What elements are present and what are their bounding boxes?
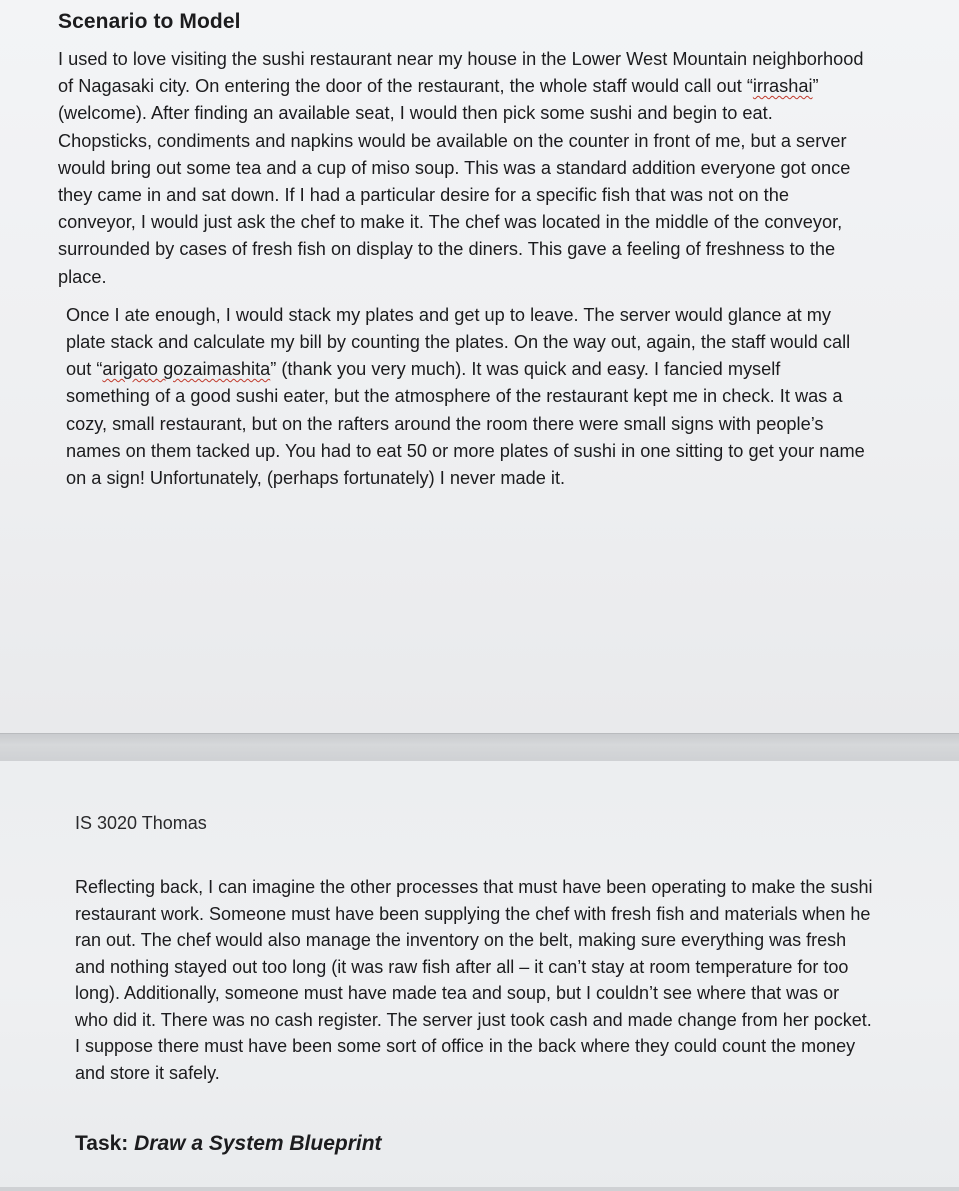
page-header: IS 3020 Thomas [75,813,207,833]
task-title: Draw a System Blueprint [134,1132,382,1155]
spellcheck-word-arigato: arigato gozaimashita [102,359,271,380]
page-bottom-edge [0,1187,959,1191]
spellcheck-word-irrashai: irrashai [752,76,813,97]
paragraph-2-text-start: Once I ate enough, I would stack my plates and get up to leave. The server would glance at my plate stack and calculate my bill by counting the plates. On the way out, again, the staff would call out “ [66,304,851,380]
scenario-heading: Scenario to Model [58,10,241,33]
scenario-paragraph-2 [58,302,869,492]
page-break [0,733,959,762]
reflection-paragraph: Reflecting back, I can imagine the other processes that must have been operating to make the sushi restaurant work. Someone must have been supplying the chef with fresh fish and materials when he ran out. The chef would also manage the inventory on the belt, making sure everything was fresh and nothing stayed out too long (it was raw fish after all – it can’t stay at room temperature for too long). Additionally, someone must have made tea and soup, but I couldn’t see where that was or who did it. There was no cash register. The server just took cash and made change from her pocket. I suppose there must have been some sort of office in the back where they could count the money and store it safely. [75,877,873,1083]
paragraph-2-text-end: ” (thank you very much). It was quick and easy. I fancied myself something of a good sushi eater, but the atmosphere of the restaurant kept me in check. It was a cozy, small restaurant, but on the rafters around the room there were small signs with people’s names on them tacked up. You had to eat 50 or more plates of sushi in one sitting to get your name on a sign! Unfortunately, (perhaps fortunately) I never made it. [66,359,865,489]
task-heading [75,1132,874,1156]
paragraph-1-text-end: ” (welcome). After finding an available seat, I would then pick some sushi and begin to eat. Chopsticks, condiments and napkins would be available on the counter in front of me, but a server would bring out some tea and a cup of miso soup. This was a standard addition everyone got once they came in and sat down. If I had a particular desire for a specific fish that was not on the conveyor, I would just ask the chef to make it. The chef was located in the middle of the conveyor, surrounded by cases of fresh fish on display to the diners. This gave a feeling of freshness to the place. [58,76,851,287]
document-page-2 [0,761,959,1191]
paragraph-1-text-start: I used to love visiting the sushi restaurant near my house in the Lower West Mountain neighborhood of Nagasaki city. On entering the door of the restaurant, the whole staff would call out “ [58,49,864,97]
scenario-paragraph-1 [58,46,869,291]
task-label: Task: [75,1132,135,1155]
